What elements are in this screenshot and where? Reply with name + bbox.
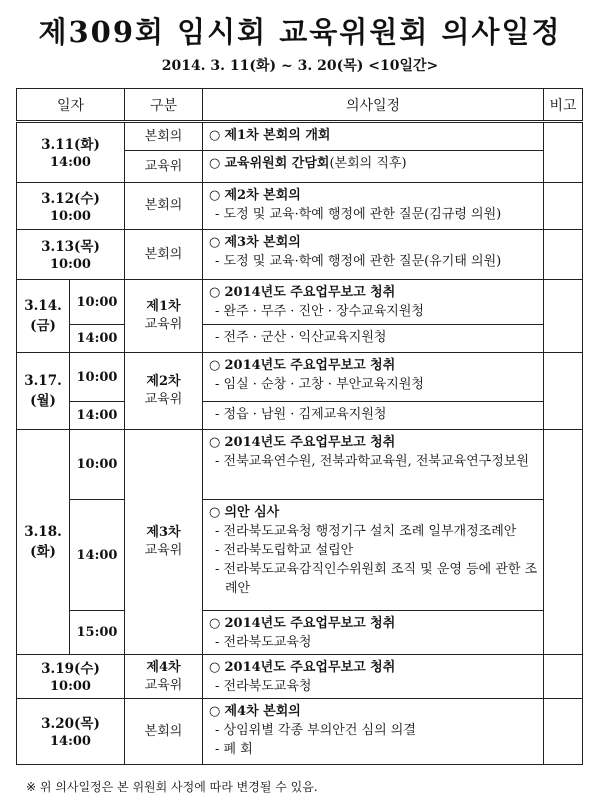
- table-row: [17, 230, 583, 280]
- session: 제1차: [146, 299, 181, 314]
- agenda-cell: [203, 122, 544, 151]
- type-cell: [125, 430, 203, 655]
- agenda-cell: [203, 611, 544, 655]
- committee: 교육위: [144, 677, 183, 693]
- agenda-head: ○ 제1차 본회의 개회: [209, 126, 539, 145]
- date-cell: [17, 353, 70, 430]
- agenda-item: - 도정 및 교육·학예 행정에 관한 질문(유기태 의원): [213, 252, 539, 271]
- time-cell: 10:00: [70, 280, 125, 325]
- agenda-head: ○ 제3차 본회의: [209, 233, 539, 252]
- agenda-head: ○ 교육위원회 간담회: [209, 156, 329, 171]
- date: 3.19(수): [41, 661, 100, 677]
- date-cell: [17, 430, 70, 655]
- agenda-item: - 폐 회: [213, 740, 539, 759]
- session: 제3차: [146, 525, 181, 540]
- weekday: (화): [30, 544, 56, 560]
- time: 10:00: [50, 257, 91, 272]
- agenda-head: ○ 2014년도 주요업무보고 청취: [209, 433, 539, 452]
- remarks-cell: [544, 122, 583, 183]
- agenda-cell: [203, 280, 544, 325]
- date-range: 2014. 3. 11(화) ~ 3. 20(목) <10일간>: [161, 58, 439, 74]
- type-cell: 교육위: [125, 151, 203, 183]
- footnote: ※ 위 의사일정은 본 위원회 사정에 따라 변경될 수 있음.: [26, 780, 318, 794]
- agenda-item: - 전라북도교육청: [213, 677, 539, 696]
- table-row: [17, 611, 583, 655]
- time: 14:00: [50, 155, 91, 170]
- table-row: [17, 183, 583, 230]
- header-agenda: 의사일정: [203, 89, 544, 122]
- table-header: [17, 89, 583, 122]
- agenda-cell: [203, 699, 544, 765]
- time: 10:00: [50, 208, 91, 224]
- remarks-cell: [544, 655, 583, 699]
- session: 제2차: [146, 374, 181, 389]
- table-row: [17, 353, 583, 402]
- date-cell: [17, 655, 125, 699]
- type-cell: [125, 655, 203, 699]
- agenda-head: ○ 2014년도 주요업무보고 청취: [209, 614, 539, 633]
- agenda-cell: [203, 500, 544, 611]
- page-title: 제309회 임시회 교육위원회 의사일정: [38, 15, 562, 49]
- agenda-item: - 완주 · 무주 · 진안 · 장수교육지원청: [213, 302, 539, 321]
- table-row: [17, 122, 583, 151]
- agenda-head: ○ 제4차 본회의: [209, 702, 539, 721]
- weekday: (금): [30, 318, 56, 334]
- committee: 교육위: [144, 317, 183, 332]
- date: 3.17.: [24, 373, 62, 389]
- type-cell: 본회의: [125, 183, 203, 230]
- agenda-item: - 임실 · 순창 · 고창 · 부안교육지원청: [213, 375, 539, 394]
- date: 3.14.: [24, 298, 62, 314]
- weekday: (월): [30, 393, 56, 409]
- type-cell: 본회의: [125, 699, 203, 765]
- time-cell: 14:00: [70, 500, 125, 611]
- table-row: [17, 500, 583, 611]
- date: 3.20(목): [41, 716, 100, 732]
- type-cell: 본회의: [125, 230, 203, 280]
- agenda-cell: [203, 183, 544, 230]
- header-remarks: 비고: [544, 89, 583, 122]
- time-cell: 10:00: [70, 353, 125, 402]
- agenda-cell: [203, 430, 544, 500]
- committee: 교육위: [144, 543, 183, 558]
- header-type: 구분: [125, 89, 203, 122]
- time-cell: 14:00: [70, 402, 125, 430]
- table-row: [17, 430, 583, 500]
- agenda-cell: [203, 325, 544, 353]
- type-cell: [125, 353, 203, 430]
- agenda-item: - 상임위별 각종 부의안건 심의 의결: [213, 721, 539, 740]
- agenda-head: ○ 2014년도 주요업무보고 청취: [209, 658, 539, 677]
- agenda-item: - 전라북도립학교 설립안: [213, 541, 539, 560]
- date: 3.11(화): [41, 137, 100, 153]
- agenda-cell: [203, 402, 544, 430]
- agenda-tail: (본회의 직후): [329, 156, 407, 171]
- agenda-cell: [203, 353, 544, 402]
- schedule-table: [16, 88, 583, 765]
- agenda-item: - 정읍 · 남원 · 김제교육지원청: [213, 405, 539, 424]
- agenda-item: - 전라북도교육청: [213, 633, 539, 652]
- date: 3.13(목): [41, 239, 100, 255]
- session: 제4차: [146, 659, 181, 675]
- agenda-item: - 전주 · 군산 · 익산교육지원청: [213, 328, 539, 347]
- agenda-item: - 전북교육연수원, 전북과학교육원, 전북교육연구정보원: [213, 452, 539, 471]
- agenda-cell: [203, 655, 544, 699]
- date: 3.18.: [24, 524, 62, 540]
- agenda-head: ○ 제2차 본회의: [209, 186, 539, 205]
- agenda-item: - 도정 및 교육·학예 행정에 관한 질문(김규령 의원): [213, 205, 539, 224]
- agenda-item: - 전라북도교육감직인수위원회 조직 및 운영 등에 관한 조례안: [213, 560, 539, 598]
- type-cell: [125, 280, 203, 353]
- table-row: [17, 402, 583, 430]
- committee: 교육위: [144, 392, 183, 407]
- remarks-cell: [544, 699, 583, 765]
- header-date: 일자: [17, 89, 125, 122]
- agenda-item: - 전라북도교육청 행정기구 설치 조례 일부개정조례안: [213, 522, 539, 541]
- date-cell: [17, 183, 125, 230]
- remarks-cell: [544, 353, 583, 430]
- remarks-cell: [544, 280, 583, 353]
- time-cell: 10:00: [70, 430, 125, 500]
- table-row: [17, 280, 583, 325]
- remarks-cell: [544, 430, 583, 655]
- agenda-head: ○ 2014년도 주요업무보고 청취: [209, 283, 539, 302]
- table-row: [17, 699, 583, 765]
- date-cell: [17, 230, 125, 280]
- date-cell: [17, 122, 125, 183]
- table-row: [17, 655, 583, 699]
- time: 14:00: [50, 734, 91, 749]
- date-cell: [17, 280, 70, 353]
- agenda-head: ○ 의안 심사: [209, 503, 539, 522]
- date: 3.12(수): [41, 190, 100, 207]
- time: 10:00: [50, 679, 91, 694]
- time-cell: 15:00: [70, 611, 125, 655]
- time-cell: 14:00: [70, 325, 125, 353]
- date-cell: [17, 699, 125, 765]
- remarks-cell: [544, 230, 583, 280]
- table-row: [17, 325, 583, 353]
- type-cell: 본회의: [125, 122, 203, 151]
- agenda-cell: [203, 230, 544, 280]
- agenda-head: ○ 2014년도 주요업무보고 청취: [209, 356, 539, 375]
- remarks-cell: [544, 183, 583, 230]
- agenda-cell: [203, 151, 544, 183]
